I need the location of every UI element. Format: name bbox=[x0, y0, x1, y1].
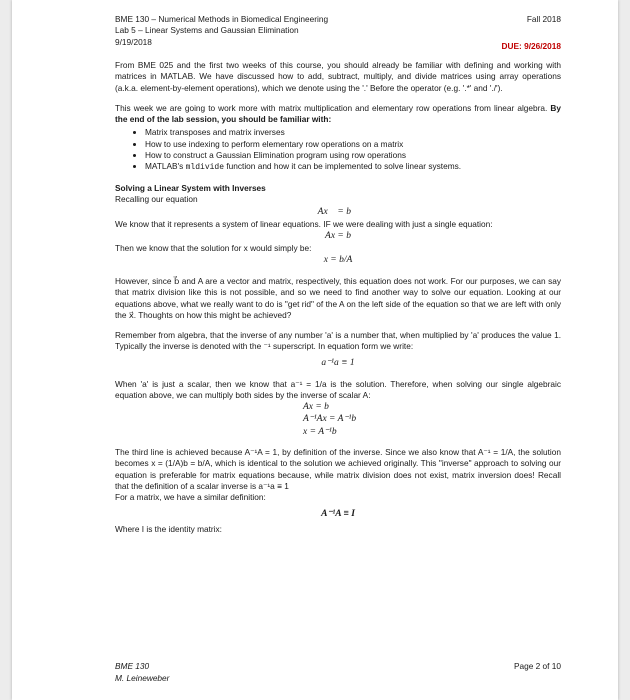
equation-step: Ax = b bbox=[303, 402, 329, 413]
scalar-paragraph: When 'a' is just a scalar, then we know that a⁻¹ = 1/a is the solution. Therefore, when solving our single algebraic equation above, we can multiply both sides by the inverse of scalar A: bbox=[115, 378, 561, 400]
equation-inverse: a⁻¹a ≡ 1 bbox=[321, 357, 355, 368]
page-header bbox=[115, 14, 561, 56]
page-content bbox=[115, 14, 561, 536]
third-line-paragraph: The third line is achieved because A⁻¹A = 1, by definition of the inverse. Since we also know that A⁻¹ = 1/A, the solution becomes x = (1/A)b = b/A, which is identical to the solution we achieved originally. This "inverse" approach to solving our equation is preferable for matrix equations because, while matrix division does not exist, matrix inversion does! Recall that the definition of a scalar inverse is a⁻¹a ≡ 1 bbox=[115, 447, 561, 491]
lab-date: 9/19/2018 bbox=[115, 36, 152, 47]
objectives-list bbox=[115, 127, 561, 174]
course-title: BME 130 – Numerical Methods in Biomedical Engineering bbox=[115, 14, 329, 24]
equation-vector: Ax⃗ = b⃗ bbox=[317, 206, 359, 217]
header-left bbox=[115, 14, 328, 48]
however-paragraph: However, since b⃗ and A are a vector and matrix, respectively, this equation does not work. For our purposes, we can say that matrix division like this is not possible, and so we need to find another way to solve our equation. Looking at our equations above, what we really want to do is "get rid" of the A on the left side of the equation so that we are left with only the x⃗. Thoughts on how this might be achieved? bbox=[115, 275, 561, 320]
bullet-text: MATLAB's bbox=[145, 161, 186, 172]
know-linear-text: We know that it represents a system of linear equations. IF we were dealing with just a single equation: bbox=[115, 218, 493, 229]
term-label: Fall 2018 bbox=[526, 14, 561, 24]
equation-step: x = A⁻¹b bbox=[303, 426, 337, 437]
recall-text: Recalling our equation bbox=[115, 194, 198, 205]
footer-course: BME 130 bbox=[115, 661, 150, 671]
page-number: Page 2 of 10 bbox=[513, 661, 561, 671]
list-item: • How to use indexing to perform elementary row operations on a matrix bbox=[145, 139, 561, 150]
week-bold: By the end of the lab session, you should be familiar with: bbox=[115, 102, 561, 125]
equation-matrix-inverse: A⁻¹A ≡ I bbox=[321, 508, 355, 519]
equation-single: Ax = b bbox=[325, 230, 351, 241]
list-item: • How to construct a Gaussian Elimination program using row operations bbox=[145, 150, 561, 161]
document-page bbox=[12, 0, 618, 700]
matrix-definition-text: For a matrix, we have a similar definition: bbox=[115, 492, 266, 503]
footer-author: M. Leineweber bbox=[115, 673, 170, 684]
intro-paragraph: From BME 025 and the first two weeks of this course, you should already be familiar with defining and working with matrices in MATLAB. We have discussed how to add, subtract, multiply, and divide matrices using array operations (a.k.a. element-by-element operations), which we denote using the '.' Before the operator (e.g. '.*' and './'). bbox=[115, 60, 561, 93]
then-know-text: Then we know that the solution for x would simply be: bbox=[115, 242, 312, 253]
remember-paragraph: Remember from algebra, that the inverse of any number 'a' is a number that, when multiplied by 'a' produces the value 1. Typically the inverse is denoted with the ⁻¹ superscript. In equation form we write: bbox=[115, 330, 561, 352]
identity-text: Where I is the identity matrix: bbox=[115, 524, 222, 535]
list-item: • Matrix transposes and matrix inverses bbox=[145, 127, 561, 138]
equation-division: x = b/A bbox=[323, 255, 353, 266]
code-mldivide: mldivide bbox=[185, 163, 225, 173]
section-title: Solving a Linear System with Inverses bbox=[115, 183, 266, 194]
page-footer bbox=[115, 660, 561, 684]
bullet-text: function and how it can be implemented to solve linear systems. bbox=[224, 161, 462, 172]
due-date: DUE: 9/26/2018 bbox=[501, 41, 561, 51]
equation-steps bbox=[303, 401, 561, 438]
equation-step: A⁻¹Ax = A⁻¹b bbox=[303, 414, 357, 425]
week-paragraph bbox=[115, 103, 561, 126]
list-item bbox=[145, 161, 561, 174]
lab-title: Lab 5 – Linear Systems and Gaussian Elimination bbox=[115, 25, 299, 36]
week-text: This week we are going to work more with matrix multiplication and elementary row operations from linear algebra. bbox=[115, 102, 551, 113]
